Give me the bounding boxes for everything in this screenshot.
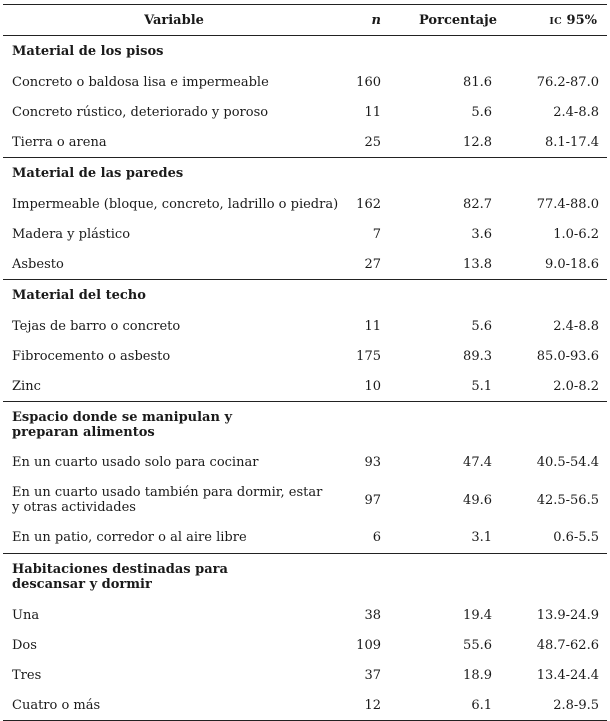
- section-title: Material del techo: [3, 280, 607, 312]
- row-ci-value: 77.4-88.0: [536, 197, 599, 212]
- row-n-value: 12: [345, 691, 395, 721]
- row-label: Tres: [12, 668, 42, 683]
- section-header-row: [3, 36, 607, 68]
- row-ci-value: 0.6-5.5: [553, 530, 599, 546]
- row-percentage-value: 3.6: [471, 227, 492, 242]
- row-ci-value: 8.1-17.4: [544, 134, 599, 150]
- section-title: Material de los pisos: [12, 44, 164, 60]
- section-header-row: [3, 402, 607, 448]
- section-header-row: [3, 158, 607, 190]
- row-n-value: 7: [372, 227, 381, 242]
- row-ci-value: 13.9-24.9: [536, 607, 599, 623]
- row-ci-value: 9.0-18.6: [544, 256, 599, 272]
- row-ci-value: 2.0-8.2: [553, 378, 599, 394]
- table-row: [3, 220, 607, 250]
- row-percentage-value: 82.7: [463, 197, 492, 212]
- row-percentage-value: 3.1: [471, 530, 492, 546]
- row-n-value: 38: [364, 607, 381, 623]
- table-row: [3, 128, 607, 158]
- row-percentage-value: 18.9: [463, 668, 492, 683]
- row-n-value: 10: [364, 378, 381, 394]
- table-row: [3, 448, 607, 478]
- column-header-variable: Variable: [3, 5, 345, 36]
- row-ci-value: 48.7-62.6: [536, 638, 599, 653]
- row-label: Fibrocemento o asbesto: [12, 349, 171, 364]
- row-label: Impermeable (bloque, concreto, ladrillo o piedra): [12, 197, 339, 212]
- column-header-ic95: [505, 5, 607, 36]
- table-row: [3, 523, 607, 554]
- row-label: Concreto o baldosa lisa e impermeable: [12, 75, 269, 90]
- row-label: [3, 478, 345, 523]
- table-header-row: [3, 5, 607, 36]
- row-ci-value: 40.5-54.4: [536, 455, 599, 470]
- row-n-value: 162: [356, 197, 381, 212]
- row-percentage-value: 5.6: [471, 319, 492, 334]
- row-n-value: 160: [356, 75, 381, 90]
- row-percentage-value: 5.1: [471, 378, 492, 394]
- row-n-value: 25: [364, 134, 381, 150]
- row-label: Zinc: [12, 378, 41, 394]
- section-title: Material de las paredes: [3, 158, 607, 190]
- table-row: [3, 98, 607, 128]
- row-ci-value: 42.5-56.5: [536, 492, 599, 508]
- section-header-row: [3, 554, 607, 600]
- row-n-value: 93: [364, 455, 381, 470]
- table-row: [3, 661, 607, 691]
- table-row: [3, 312, 607, 342]
- table-row: [3, 250, 607, 280]
- row-label: En un cuarto usado solo para cocinar: [12, 455, 259, 470]
- section-title: [3, 402, 607, 448]
- row-n-value: 11: [364, 319, 381, 334]
- row-label: Concreto rústico, deteriorado y poroso: [12, 105, 269, 120]
- row-label: Tejas de barro o concreto: [12, 319, 181, 334]
- row-label: Cuatro o más: [3, 691, 345, 721]
- table-row: [3, 372, 607, 402]
- table-row: [3, 478, 607, 523]
- row-percentage-value: 81.6: [463, 75, 492, 90]
- row-percentage-value: 6.1: [395, 691, 505, 721]
- row-ci-value: 76.2-87.0: [536, 75, 599, 90]
- row-n-value: 27: [364, 256, 381, 272]
- section-title-text: Habitaciones destinadas para descansar y dormir: [12, 561, 228, 592]
- row-percentage-value: 49.6: [463, 492, 492, 508]
- row-ci-value: 2.4-8.8: [553, 105, 599, 120]
- row-percentage-value: 5.6: [471, 105, 492, 120]
- row-label-text: En un cuarto usado también para dormir, estar y otras actividades: [12, 485, 323, 515]
- row-label: Tierra o arena: [12, 134, 107, 150]
- table-row: [3, 631, 607, 661]
- row-label: Una: [12, 607, 40, 623]
- section-header-row: [3, 280, 607, 312]
- table-row: [3, 68, 607, 98]
- row-percentage-value: 19.4: [463, 607, 492, 623]
- row-label: Madera y plástico: [12, 227, 131, 242]
- row-ci-value: 2.8-9.5: [505, 691, 607, 721]
- table-body: [3, 36, 607, 721]
- row-label: Dos: [12, 638, 37, 653]
- column-header-porcentaje: Porcentaje: [395, 5, 505, 36]
- housing-characteristics-table: [3, 4, 607, 721]
- table-row: [3, 190, 607, 220]
- row-percentage-value: 47.4: [463, 455, 492, 470]
- row-n-value: 37: [364, 668, 381, 683]
- column-header-n: n: [345, 5, 395, 36]
- row-percentage-value: 89.3: [463, 349, 492, 364]
- row-label: Asbesto: [12, 256, 64, 272]
- section-title-text: Espacio donde se manipulan y preparan alimentos: [12, 409, 233, 440]
- row-percentage-value: 55.6: [463, 638, 492, 653]
- table-row: [3, 600, 607, 631]
- row-ci-value: 1.0-6.2: [553, 227, 599, 242]
- row-ci-value: 2.4-8.8: [553, 319, 599, 334]
- table-row: [3, 691, 607, 721]
- row-percentage-value: 13.8: [463, 256, 492, 272]
- row-n-value: 175: [356, 349, 381, 364]
- column-header-ic-prefix: IC: [549, 15, 563, 27]
- table-row: [3, 342, 607, 372]
- row-n-value: 109: [356, 638, 381, 653]
- row-ci-value: 85.0-93.6: [536, 349, 599, 364]
- row-n-value: 97: [364, 492, 381, 508]
- row-n-value: 11: [364, 105, 381, 120]
- row-label: En un patio, corredor o al aire libre: [12, 530, 247, 546]
- row-percentage-value: 12.8: [463, 134, 492, 150]
- section-title: [3, 554, 607, 600]
- row-n-value: 6: [372, 530, 381, 546]
- row-ci-value: 13.4-24.4: [536, 668, 599, 683]
- column-header-ic-suffix: 95%: [562, 12, 597, 28]
